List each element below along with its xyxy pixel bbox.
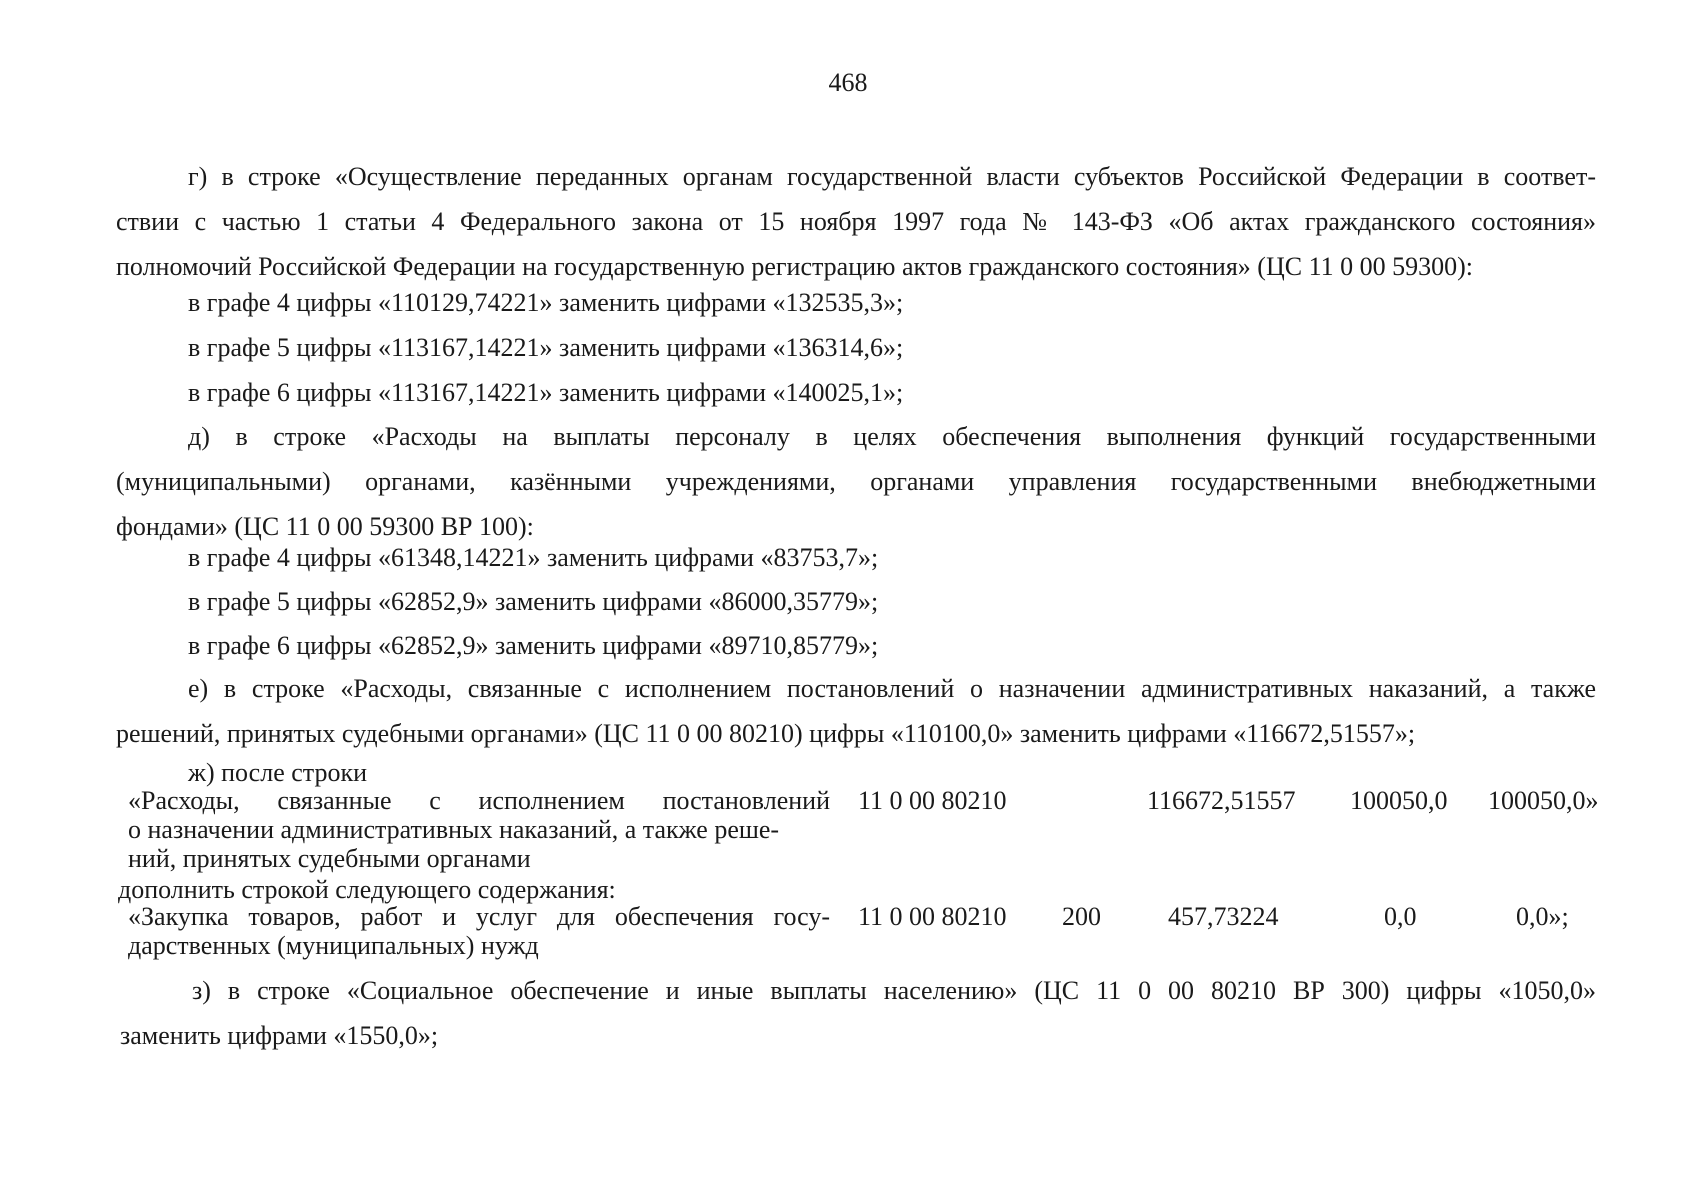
item-z-paragraph (120, 968, 1596, 1058)
row-after-col4: 116672,51557 (1147, 786, 1296, 815)
table-row-new (0, 902, 1696, 962)
add-row-text: дополнить строкой следующего содержания: (118, 875, 616, 904)
item-g-line-1: г) в строке «Осуществление переданных органам государственной власти субъектов Российской Федерации в соответ- (188, 162, 1596, 191)
row-new-col5: 0,0 (1384, 902, 1417, 931)
item-g-line-2: ствии с частью 1 статьи 4 Федерального закона от 15 ноября 1997 года № 143-ФЗ «Об актах гражданского состояния» (116, 207, 1596, 236)
table-row-after (0, 786, 1696, 876)
row-new-vr: 200 (1062, 902, 1101, 931)
item-g-line-3: полномочий Российской Федерации на государственную регистрацию актов гражданского состояния» (ЦС 11 0 00 59300): (116, 252, 1474, 281)
item-d-change-1: в графе 4 цифры «61348,14221» заменить цифрами «83753,7»; (188, 543, 879, 572)
item-d-paragraph (116, 414, 1596, 549)
row-after-name-line-1: «Расходы, связанные с исполнением постановлений (128, 786, 830, 815)
item-z-line-1: з) в строке «Социальное обеспечение и иные выплаты населению» (ЦС 11 0 00 80210 ВР 300) цифры «1050,0» (192, 976, 1596, 1005)
row-after-name-line-2: о назначении административных наказаний, а также реше- (128, 815, 780, 844)
row-new-col6: 0,0»; (1516, 902, 1569, 931)
item-d-change-2: в графе 5 цифры «62852,9» заменить цифрами «86000,35779»; (188, 587, 879, 616)
row-new-name-line-2: дарственных (муниципальных) нужд (128, 931, 539, 960)
item-g-change-1: в графе 4 цифры «110129,74221» заменить цифрами «132535,3»; (188, 288, 904, 317)
row-after-col5: 100050,0 (1350, 786, 1448, 815)
row-after-col6: 100050,0» (1488, 786, 1599, 815)
item-d-line-2: (муниципальными) органами, казёнными учреждениями, органами управления государственными внебюджетными (116, 467, 1596, 496)
item-zh-intro: ж) после строки (188, 758, 368, 787)
row-new-col4: 457,73224 (1168, 902, 1279, 931)
page-number: 468 (828, 68, 868, 97)
row-new-name (128, 902, 830, 960)
item-e-paragraph (116, 666, 1596, 756)
row-after-cs: 11 0 00 80210 (858, 786, 1007, 815)
item-d-line-3: фондами» (ЦС 11 0 00 59300 ВР 100): (116, 512, 534, 541)
item-g-paragraph (116, 154, 1596, 289)
row-new-name-line-1: «Закупка товаров, работ и услуг для обеспечения госу- (128, 902, 830, 931)
item-d-change-3: в графе 6 цифры «62852,9» заменить цифрами «89710,85779»; (188, 631, 879, 660)
row-after-name (128, 786, 830, 873)
item-e-line-1: е) в строке «Расходы, связанные с исполнением постановлений о назначении административных наказаний, а также (188, 674, 1596, 703)
row-after-name-line-3: ний, принятых судебными органами (128, 844, 531, 873)
item-g-change-2: в графе 5 цифры «113167,14221» заменить цифрами «136314,6»; (188, 333, 904, 362)
item-e-line-2: решений, принятых судебными органами» (ЦС 11 0 00 80210) цифры «110100,0» заменить цифрами «116672,51557»; (116, 719, 1416, 748)
item-d-line-1: д) в строке «Расходы на выплаты персоналу в целях обеспечения выполнения функций государственными (188, 422, 1596, 451)
item-z-line-2: заменить цифрами «1550,0»; (120, 1021, 439, 1050)
item-g-change-3: в графе 6 цифры «113167,14221» заменить цифрами «140025,1»; (188, 378, 904, 407)
row-new-cs: 11 0 00 80210 (858, 902, 1007, 931)
